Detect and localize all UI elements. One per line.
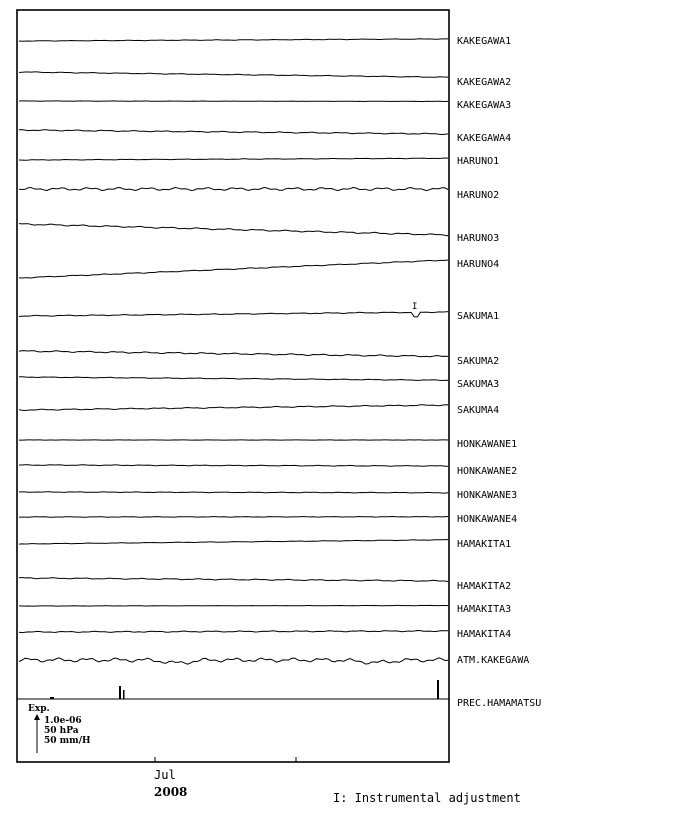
series-label: SAKUMA3: [457, 379, 500, 390]
series-label: HARUNO2: [457, 190, 500, 201]
series-line: [19, 465, 448, 467]
series-line: [19, 187, 448, 190]
series-line: [19, 260, 448, 278]
plot-frame: [17, 10, 449, 762]
precip-bar: [50, 697, 54, 699]
series-label: ATM.KAKEGAWA: [457, 655, 530, 666]
series-label: PREC.HAMAMATSU: [457, 698, 542, 709]
series-label: HONKAWANE2: [457, 466, 518, 477]
series-line: [19, 224, 448, 236]
series-label: KAKEGAWA2: [457, 77, 512, 88]
series-line: [19, 130, 448, 135]
series-label: SAKUMA4: [457, 405, 500, 416]
scale-legend: [28, 704, 91, 753]
series-label: HARUNO1: [457, 156, 500, 167]
x-axis: [154, 757, 296, 799]
series-label: HAMAKITA4: [457, 629, 512, 640]
series-line: [19, 517, 448, 518]
precip-bar: [119, 686, 121, 699]
footnote: I: Instrumental adjustment: [333, 791, 521, 805]
adjustment-marker: I: [412, 302, 418, 312]
scale-legend-heading: Exp.: [28, 704, 50, 714]
precipitation-bars: [50, 680, 439, 699]
series-label: HAMAKITA3: [457, 604, 512, 615]
series-label: HAMAKITA2: [457, 581, 512, 592]
series-line: [19, 605, 448, 606]
series-label: HARUNO4: [457, 259, 500, 270]
precip-bar: [437, 680, 439, 699]
series-line: [19, 578, 448, 582]
series-line: [19, 631, 448, 633]
series-label: KAKEGAWA4: [457, 133, 512, 144]
scale-legend-line: 50 hPa: [44, 726, 79, 736]
series-line: [19, 405, 448, 411]
series-label: SAKUMA2: [457, 356, 500, 367]
series-line: [19, 158, 448, 160]
series-label: KAKEGAWA3: [457, 100, 512, 111]
series-label: HAMAKITA1: [457, 539, 512, 550]
series-label: HONKAWANE1: [457, 439, 518, 450]
series-label-group: [457, 36, 541, 709]
series-line: [19, 377, 448, 381]
x-year-label: 2008: [154, 785, 188, 799]
scale-arrow-head: [34, 714, 40, 720]
scale-legend-line: 1.0e-06: [44, 716, 82, 726]
series-line: [19, 312, 448, 317]
series-line: [19, 540, 448, 545]
series-line: [19, 658, 448, 664]
series-line: [19, 492, 448, 493]
series-label: HONKAWANE3: [457, 490, 518, 501]
scale-legend-line: 50 mm/H: [44, 736, 91, 746]
series-line: [19, 39, 448, 41]
precip-bar: [123, 690, 125, 699]
series-line: [19, 101, 448, 102]
series-line: [19, 72, 448, 77]
series-label: HARUNO3: [457, 233, 500, 244]
series-label: KAKEGAWA1: [457, 36, 512, 47]
series-label: SAKUMA1: [457, 311, 500, 322]
series-line: [19, 351, 448, 357]
series-label: HONKAWANE4: [457, 514, 518, 525]
trace-group: [19, 39, 448, 664]
x-tick-label: Jul: [154, 768, 176, 782]
